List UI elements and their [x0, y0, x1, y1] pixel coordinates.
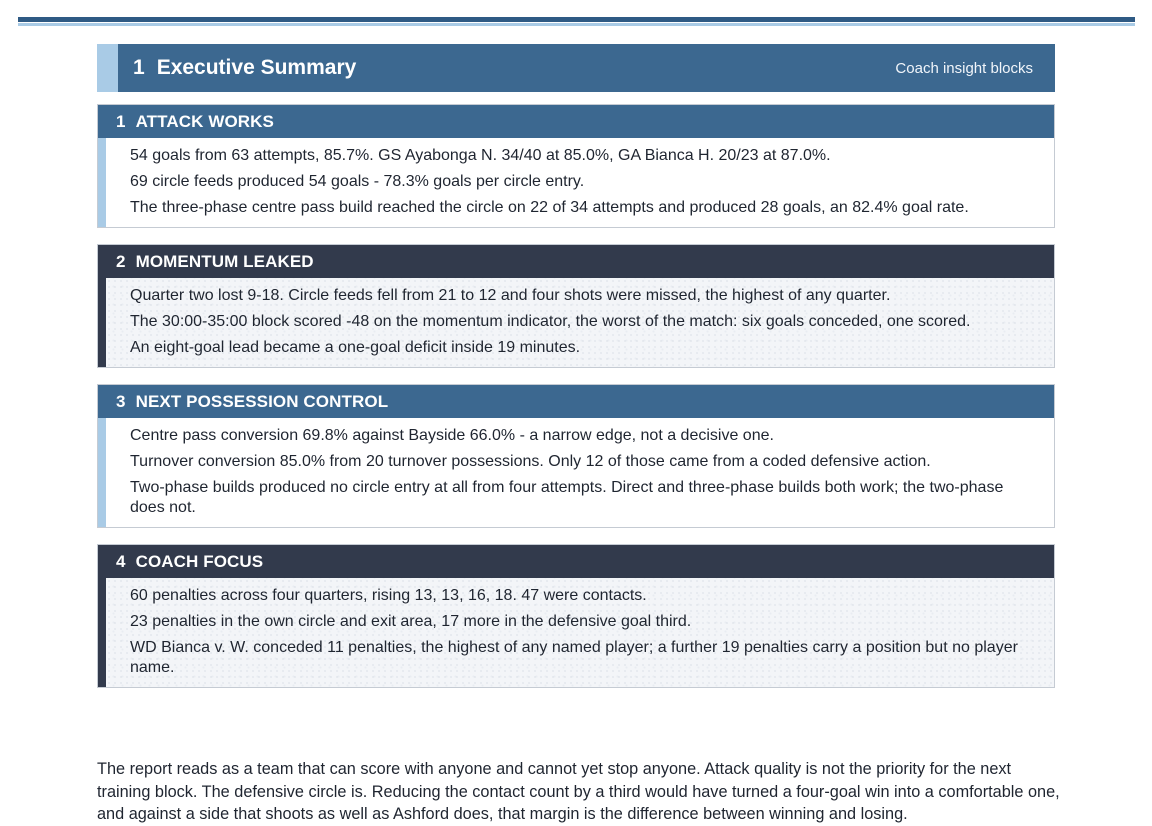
insight-card-number: 2: [116, 251, 126, 271]
insight-card-header: [98, 105, 1054, 138]
insight-card-title: MOMENTUM LEAKED: [135, 251, 314, 271]
insight-card-body: [98, 578, 1054, 687]
insight-card-title: COACH FOCUS: [135, 551, 264, 571]
insight-card-coach-focus: [97, 544, 1055, 688]
insight-line: An eight-goal lead became a one-goal deficit inside 19 minutes.: [130, 339, 581, 356]
insight-card-title: NEXT POSSESSION CONTROL: [135, 391, 389, 411]
insight-card-momentum-leaked: [97, 244, 1055, 368]
insight-line: 23 penalties in the own circle and exit area, 17 more in the defensive goal third.: [130, 613, 692, 630]
insight-line: WD Bianca v. W. conceded 11 penalties, the highest of any named player; a further 19 penalties carry a position but no player name.: [130, 639, 1018, 676]
insight-line: Two-phase builds produced no circle entry at all from four attempts. Direct and three-phase builds both work; the two-phase does not.: [130, 479, 1004, 516]
insight-line: Quarter two lost 9-18. Circle feeds fell from 21 to 12 and four shots were missed, the highest of any quarter.: [130, 287, 891, 304]
insight-card-title: ATTACK WORKS: [135, 111, 274, 131]
section-header-accent: [97, 44, 118, 92]
section-aside-label: Coach insight blocks: [895, 59, 1033, 77]
insight-card-number: 3: [116, 391, 126, 411]
section-title: [133, 56, 356, 80]
insight-card-body: [98, 278, 1054, 367]
insight-line: 69 circle feeds produced 54 goals - 78.3% goals per circle entry.: [130, 173, 585, 190]
insight-card-header: [98, 545, 1054, 578]
section-number: 1: [133, 56, 145, 79]
insight-card-number: 1: [116, 111, 126, 131]
closing-paragraph: The report reads as a team that can score with anyone and cannot yet stop anyone. Attack quality is not the priority for the next training block. The defensive circle is. Reducing the contact count by a third would have turned a four-goal win into a comfortable one, and against a side that shoots as well as Ashford does, that margin is the difference between winning and losing.: [97, 760, 1060, 824]
executive-summary-section: [97, 44, 1055, 688]
top-rule-accent: [18, 23, 1135, 26]
insight-card-body: [98, 138, 1054, 227]
insight-card-attack-works: [97, 104, 1055, 228]
insight-line: 54 goals from 63 attempts, 85.7%. GS Ayabonga N. 34/40 at 85.0%, GA Bianca H. 20/23 at 87.0%.: [130, 147, 831, 164]
insight-line: 60 penalties across four quarters, rising 13, 13, 16, 18. 47 were contacts.: [130, 587, 647, 604]
section-header: [97, 44, 1055, 92]
insight-card-next-possession-control: [97, 384, 1055, 528]
insight-card-header: [98, 385, 1054, 418]
insight-card-header: [98, 245, 1054, 278]
insight-card-body: [98, 418, 1054, 527]
insight-line: Turnover conversion 85.0% from 20 turnover possessions. Only 12 of those came from a coded defensive action.: [130, 453, 931, 470]
section-title-text: Executive Summary: [156, 56, 357, 79]
top-rule: [18, 17, 1135, 22]
insight-line: The three-phase centre pass build reached the circle on 22 of 34 attempts and produced 28 goals, an 82.4% goal rate.: [130, 199, 969, 216]
insight-card-number: 4: [116, 551, 126, 571]
insight-line: The 30:00-35:00 block scored -48 on the momentum indicator, the worst of the match: six goals conceded, one scored.: [130, 313, 971, 330]
insight-line: Centre pass conversion 69.8% against Bayside 66.0% - a narrow edge, not a decisive one.: [130, 427, 774, 444]
